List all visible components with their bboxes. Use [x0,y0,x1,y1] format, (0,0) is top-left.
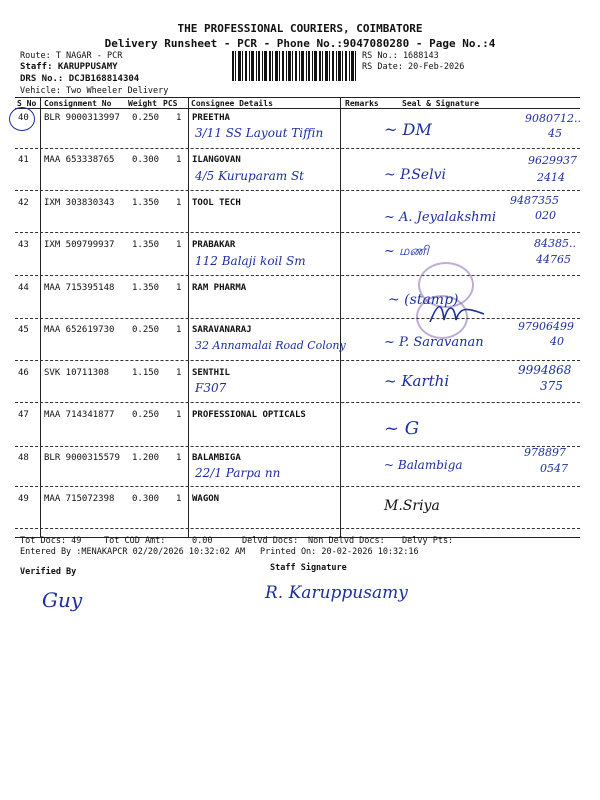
row-consignee: TOOL TECH [192,198,241,208]
row-sno: 45 [18,325,29,335]
row-divider [15,148,580,149]
handwritten-phone: 9080712.. [525,112,581,125]
row-pcs: 1 [176,325,182,335]
handwritten-phone-suffix: 375 [540,379,563,393]
row-pcs: 1 [176,113,182,123]
handwritten-phone-suffix: 45 [548,127,562,140]
row-divider [15,528,580,529]
handwritten-signature: ~ P.Selvi [384,167,446,183]
row-consignment: SVK 10711308 [44,368,110,378]
drs-label: DRS No.: DCJB168814304 [20,74,140,84]
non-delivered-docs: Non Delvd Docs: [308,536,385,546]
handwritten-phone-suffix: 0547 [540,462,568,475]
vehicle-label: Vehicle: Two Wheeler Delivery [20,86,169,96]
col-seal-signature: Seal & Signature [402,99,480,108]
handwritten-signature: ~ G [384,418,420,439]
staff-signature: R. Karuppusamy [265,583,408,603]
row-weight: 0.300 [132,155,160,165]
row-divider [15,446,580,447]
handwritten-phone: 9487355 [510,194,559,207]
row-consignment: MAA 653338765 [44,155,115,165]
row-consignment: BLR 9000315579 [44,453,120,463]
row-weight: 0.250 [132,113,160,123]
row-consignee: WAGON [192,494,220,504]
row-pcs: 1 [176,410,182,420]
table-header-rule [15,108,580,109]
total-cod-value: 0.00 [192,536,213,546]
handwritten-signature: ~ Balambiga [384,458,463,472]
row-sno: 49 [18,494,29,504]
row-divider [15,360,580,361]
row-pcs: 1 [176,155,182,165]
table-top-rule [15,97,580,98]
row-consignment: IXM 509799937 [44,240,115,250]
handwritten-address: F307 [195,381,227,395]
handwritten-phone: 97906499 [518,320,574,333]
row-divider [15,275,580,276]
row-divider [15,402,580,403]
row-weight: 1.200 [132,453,160,463]
handwritten-phone: 84385.. [534,237,576,250]
row-sno: 47 [18,410,29,420]
col-weight: Weight [128,99,157,108]
delivery-points: Delvy Pts: [402,536,454,546]
total-cod-label: Tot COD Amt: [104,536,166,546]
col-sno: S No [17,99,37,108]
row-consignee: SARAVANARAJ [192,325,252,335]
handwritten-address: 112 Balaji koil Sm [195,254,306,268]
row-divider [15,190,580,191]
row-weight: 1.350 [132,283,160,293]
rs-date: RS Date: 20-Feb-2026 [362,62,465,72]
row-consignee: RAM PHARMA [192,283,247,293]
handwritten-phone-suffix: 2414 [537,171,565,184]
col-consignee: Consignee Details [191,99,273,108]
staff-signature-label: Staff Signature [270,563,347,573]
row-divider [15,232,580,233]
verified-by-label: Verified By [20,567,77,577]
row-pcs: 1 [176,198,182,208]
company-name: THE PROFESSIONAL COURIERS, COIMBATORE [177,22,423,35]
row-sno: 48 [18,453,29,463]
runsheet-title: Delivery Runsheet - PCR - Phone No.:9047080280 - Page No.:4 [104,37,496,50]
handwritten-signature: ~ DM [384,120,432,139]
handwritten-signature: ~ Karthi [384,372,450,390]
row-pcs: 1 [176,283,182,293]
printed-on: Printed On: 20-02-2026 10:32:16 [260,547,419,557]
handwritten-signature: ~ மணி [384,244,429,259]
row-sno: 40 [18,113,29,123]
row-divider [15,486,580,487]
barcode [232,51,356,85]
row-pcs: 1 [176,494,182,504]
row-weight: 1.350 [132,240,160,250]
row-consignee: PREETHA [192,113,230,123]
delivered-docs: Delvd Docs: [242,536,299,546]
entered-by: Entered By :MENAKAPCR 02/20/2026 10:32:02 AM [20,547,246,557]
col-remarks: Remarks [345,99,379,108]
col-consignment: Consignment No [44,99,112,108]
row-weight: 0.250 [132,325,160,335]
row-consignee: ILANGOVAN [192,155,241,165]
row-consignment: MAA 652619730 [44,325,115,335]
row-consignee: PRABAKAR [192,240,236,250]
col-pcs: PCS [163,99,178,108]
handwritten-phone: 978897 [524,446,566,459]
row-pcs: 1 [176,368,182,378]
row-weight: 1.350 [132,198,160,208]
row-consignee: BALAMBIGA [192,453,241,463]
handwritten-phone: 9994868 [518,363,572,377]
row-consignment: MAA 715072398 [44,494,115,504]
row-weight: 0.250 [132,410,160,420]
verifier-signature: Guy [42,588,83,612]
row-weight: 0.300 [132,494,160,504]
handwritten-address: 4/5 Kuruparam St [195,169,304,183]
row-weight: 1.150 [132,368,160,378]
row-consignment: IXM 303830343 [44,198,115,208]
handwritten-address: 32 Annamalai Road Colony [195,339,346,352]
row-divider [15,318,580,319]
handwritten-phone-suffix: 40 [550,335,564,348]
handwritten-signature: ~ A. Jeyalakshmi [384,210,496,225]
handwritten-phone-suffix: 020 [535,209,556,222]
handwritten-address: 3/11 SS Layout Tiffin [195,126,324,140]
row-pcs: 1 [176,453,182,463]
handwritten-signature: M.Sriya [384,498,440,514]
row-sno: 42 [18,198,29,208]
handwritten-address: 22/1 Parpa nn [195,466,281,480]
handwritten-signature: ~ (stamp) [388,292,459,308]
row-consignee: PROFESSIONAL OPTICALS [192,410,306,420]
row-sno: 43 [18,240,29,250]
signature-scribble [428,298,488,332]
staff-label: Staff: KARUPPUSAMY [20,62,118,72]
handwritten-signature: ~ P. Saravanan [384,335,484,350]
row-pcs: 1 [176,240,182,250]
handwritten-phone: 9629937 [528,154,577,167]
rs-number: RS No.: 1688143 [362,51,439,61]
route-label: Route: T NAGAR - PCR [20,51,123,61]
handwritten-phone-suffix: 44765 [536,253,571,266]
row-consignee: SENTHIL [192,368,230,378]
row-sno: 44 [18,283,29,293]
row-consignment: MAA 715395148 [44,283,115,293]
row-consignment: MAA 714341877 [44,410,115,420]
row-consignment: BLR 9000313997 [44,113,120,123]
total-docs: Tot Docs: 49 [20,536,82,546]
row-sno: 46 [18,368,29,378]
row-sno: 41 [18,155,29,165]
